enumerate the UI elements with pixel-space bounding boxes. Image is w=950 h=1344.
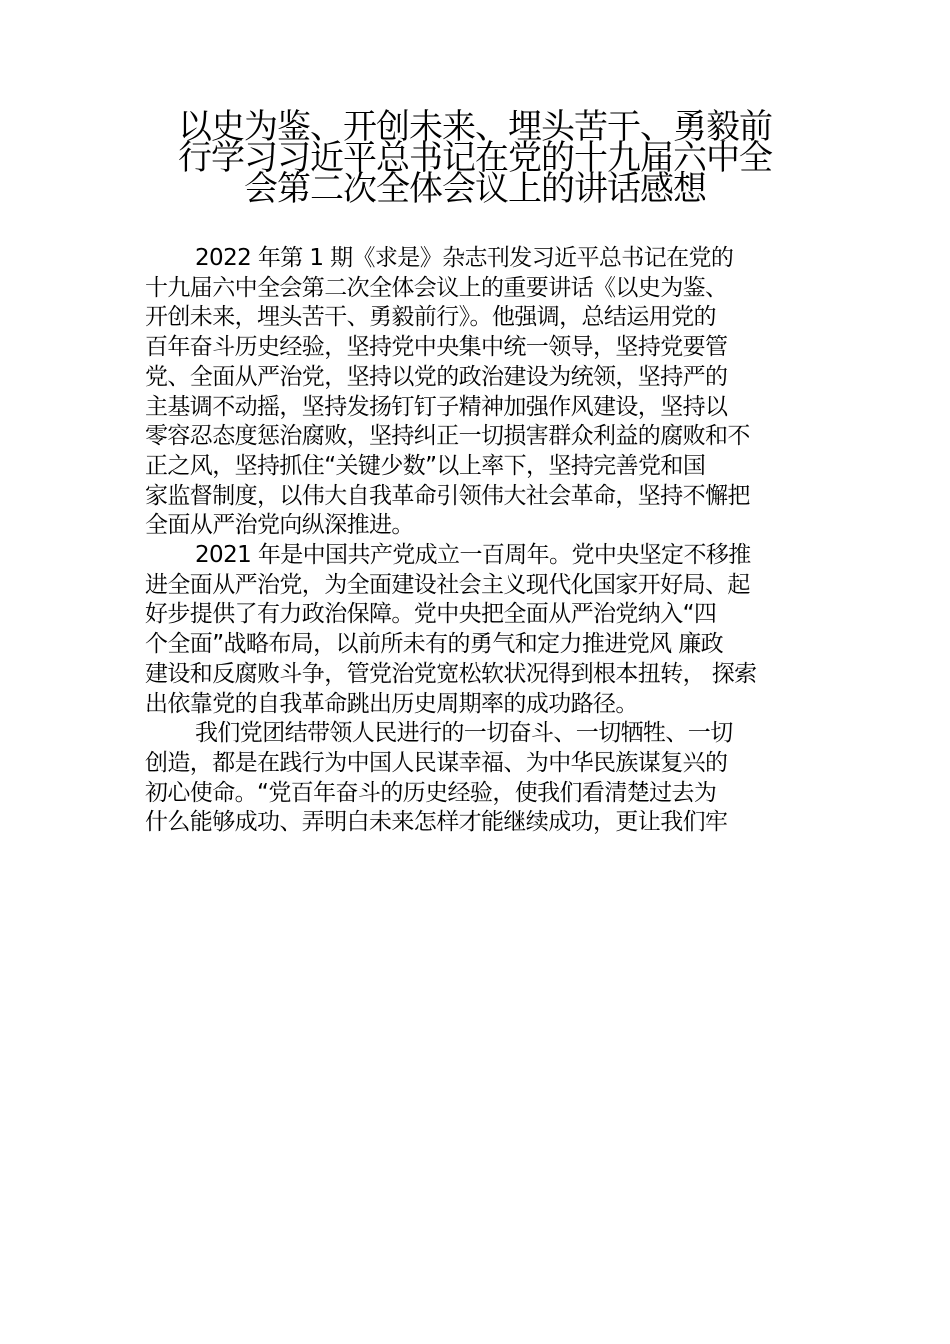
text-line: 个全面”战略布局，以前所未有的勇气和定力推进党风 廉政: [145, 631, 724, 658]
paragraph-1: [145, 244, 835, 541]
title-line: 以史为鉴、开创未来、埋头苦干、勇毅前: [178, 107, 772, 147]
title-line: 行学习习近平总书记在党的十九届六中全: [178, 138, 772, 178]
text-line: 党、全面从严治党，坚持以党的政治建设为统领，坚持严的: [145, 363, 728, 390]
text-line: 初心使命。“党百年奋斗的历史经验，使我们看清楚过去为: [145, 779, 717, 806]
text-line: 家监督制度，以伟大自我革命引领伟大社会革命，坚持不懈把: [145, 482, 750, 509]
text-line: 2022 年第 1 期《求是》杂志刊发习近平总书记在党的: [195, 245, 734, 271]
text-line: 2021 年是中国共产党成立一百周年。党中央坚定不移推: [195, 542, 751, 569]
text-line: 百年奋斗历史经验，坚持党中央集中统一领导，坚持党要管: [145, 334, 728, 361]
paragraph-3: [145, 719, 835, 838]
paragraph-2: [145, 541, 835, 719]
text-line: 出依靠党的自我革命跳出历史周期率的成功路径。: [145, 690, 638, 717]
document-title: [140, 107, 810, 209]
text-line: 零容忍态度惩治腐败，坚持纠正一切损害群众利益的腐败和不: [145, 423, 750, 450]
text-line: 十九届六中全会第二次全体会议上的重要讲话《以史为鉴、: [145, 274, 728, 301]
text-line: 创造，都是在践行为中国人民谋幸福、为中华民族谋复兴的: [145, 749, 728, 776]
text-line: 开创未来，埋头苦干、勇毅前行》。他强调，总结运用党的: [145, 304, 716, 331]
title-line: 会第二次全体会议上的讲话感想: [244, 169, 706, 209]
text-line: 什么能够成功、弄明白未来怎样才能继续成功，更让我们牢: [145, 809, 728, 836]
text-line: 全面从严治党向纵深推进。: [145, 512, 414, 539]
text-line: 主基调不动摇，坚持发扬钉钉子精神加强作风建设，坚持以: [145, 393, 728, 420]
text-line: 正之风，坚持抓住“关键少数”以上率下，坚持完善党和国: [145, 452, 706, 479]
document-body: [145, 244, 835, 838]
text-line: 建设和反腐败斗争，管党治党宽松软状况得到根本扭转， 探索: [145, 660, 757, 687]
text-line: 进全面从严治党，为全面建设社会主义现代化国家开好局、起: [145, 571, 750, 598]
text-line: 我们党团结带领人民进行的一切奋斗、一切牺牲、一切: [195, 720, 733, 747]
text-line: 好步提供了有力政治保障。党中央把全面从严治党纳入“四: [145, 601, 717, 628]
